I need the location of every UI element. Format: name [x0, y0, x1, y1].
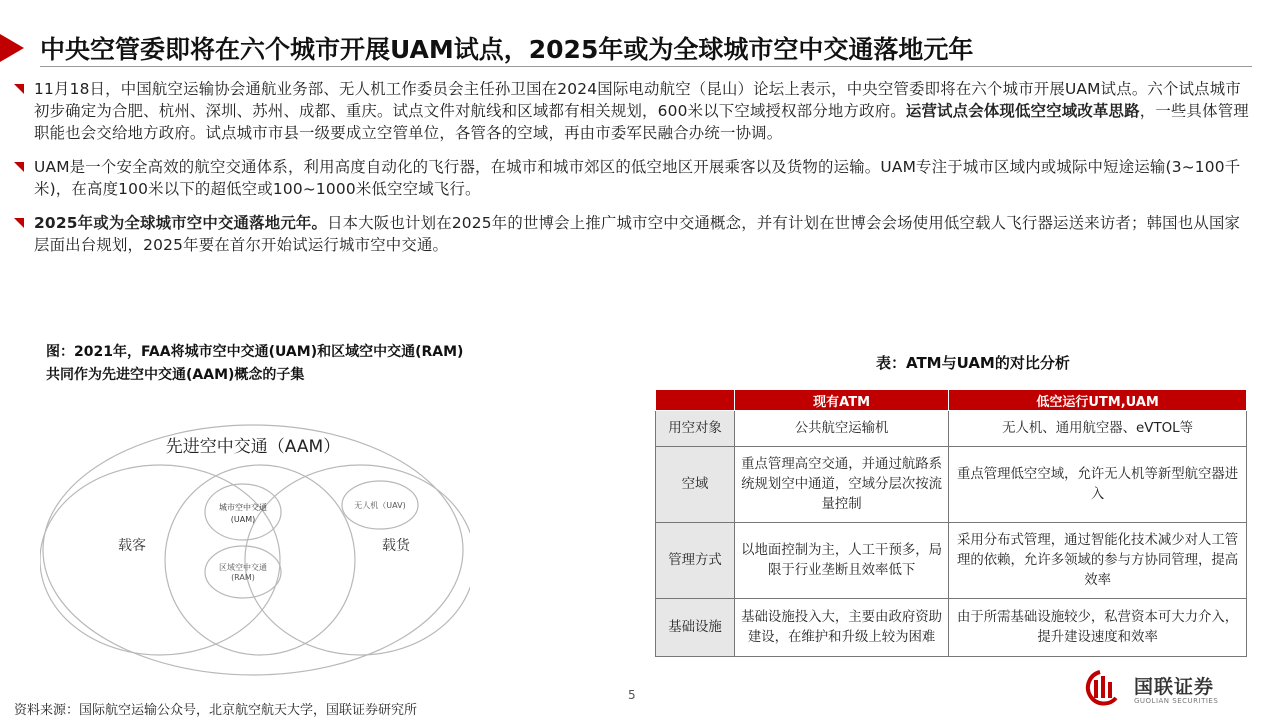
bullet-text: 日本大阪也计划在2025年的世博会上推广城市空中交通概念，并有计划在世博会会场使用低空载人飞行器运送来访者；韩国也从国家层面出台规划，2025年要在首尔开始试运行城市空中交通。	[34, 214, 1241, 254]
bullet-bold-text: 运营试点会体现低空空域改革思路	[905, 102, 1140, 120]
uam-ellipse	[205, 484, 281, 540]
table-row	[656, 411, 1247, 447]
title-bar	[0, 28, 1280, 68]
bullet-text: UAM是一个安全高效的航空交通体系，利用高度自动化的飞行器，在城市和城市郊区的低空地区开展乘客以及货物的运输。UAM专注于城市区域内或城际中短途运输(3~100千米)，在高度100米以下的超低空或100~1000米低空空域飞行。	[34, 158, 1241, 198]
aam-venn-diagram	[40, 410, 470, 690]
aam-label: 先进空中交通（AAM）	[165, 437, 341, 457]
table-cell: 公共航空运输机	[735, 411, 949, 447]
bullet-item	[14, 156, 1254, 200]
page-title: 中央空管委即将在六个城市开展UAM试点，2025年或为全球城市空中交通落地元年	[40, 35, 974, 64]
figure-caption-line: 图：2021年，FAA将城市空中交通(UAM)和区域空中交通(RAM)	[46, 344, 464, 360]
table-row	[656, 447, 1247, 523]
logo-text: 国联证券	[1134, 676, 1215, 698]
bullet-marker-icon	[14, 218, 24, 228]
table-cell: 由于所需基础设施较少，私营资本可大力介入，提升建设速度和效率	[949, 599, 1247, 657]
passenger-label: 载客	[118, 538, 146, 554]
table-header-row	[656, 390, 1247, 411]
table-cell: 以地面控制为主，人工干预多，局限于行业垄断且效率低下	[735, 523, 949, 599]
cargo-label: 载货	[382, 538, 410, 554]
logo-subtext: GUOLIAN SECURITIES	[1134, 697, 1219, 705]
uam-label-line1: 城市空中交通	[219, 503, 267, 512]
bullet-list	[14, 78, 1254, 268]
comparison-table	[655, 389, 1247, 657]
table-caption: 表：ATM与UAM的对比分析	[876, 354, 1070, 372]
figure-caption-line: 共同作为先进空中交通(AAM)概念的子集	[46, 367, 305, 383]
table-cell: 重点管理高空交通，并通过航路系统规划空中通道，空域分层次按流量控制	[735, 447, 949, 523]
row-header-cell: 基础设施	[656, 599, 735, 657]
ram-label-line1: 区域空中交通	[219, 563, 267, 572]
cargo-circle	[165, 465, 355, 655]
source-note: 资料来源：国际航空运输公众号，北京航空航天大学，国联证券研究所	[14, 703, 418, 718]
uam-label-line2: (UAM)	[230, 515, 256, 524]
ram-ellipse	[205, 546, 281, 598]
bullet-item	[14, 78, 1254, 144]
freight-ellipse	[245, 465, 470, 655]
table-cell: 无人机、通用航空器、eVTOL等	[949, 411, 1247, 447]
bullet-marker-icon	[14, 84, 24, 94]
row-header-cell: 空域	[656, 447, 735, 523]
bullet-item	[14, 212, 1254, 256]
table-row	[656, 523, 1247, 599]
bullet-text: ，一些具体管理职能也会交给地方政府。试点城市市县一级要成立空管单位，各管各的空域，再由市委军民融合办统一协调。	[34, 102, 1249, 142]
title-marker-icon	[0, 34, 24, 62]
ram-label-line2: (RAM)	[231, 573, 255, 582]
table-row	[656, 599, 1247, 657]
page-number: 5	[628, 688, 636, 702]
table-cell: 基础设施投入大，主要由政府资助建设，在维护和升级上较为困难	[735, 599, 949, 657]
table-cell: 重点管理低空空域，允许无人机等新型航空器进入	[949, 447, 1247, 523]
table-corner-cell	[656, 390, 735, 411]
bullet-bold-text: 2025年或为全球城市空中交通落地元年。	[34, 214, 328, 232]
row-header-cell: 管理方式	[656, 523, 735, 599]
bullet-text: 11月18日，中国航空运输协会通航业务部、无人机工作委员会主任孙卫国在2024国际电动航空（昆山）论坛上表示，中央空管委即将在六个城市开展UAM试点。六个试点城市初步确定为合肥、杭州、深圳、苏州、成都、重庆。试点文件对航线和区域都有相关规划，600米以下空域授权部分地方政府。	[34, 80, 1241, 120]
uav-label: 无人机（UAV)	[354, 501, 406, 510]
table-cell: 采用分布式管理，通过智能化技术减少对人工管理的依赖，允许多领域的参与方协同管理，提高效率	[949, 523, 1247, 599]
column-header-utm-uam: 低空运行UTM,UAM	[949, 390, 1247, 411]
figure-caption	[46, 341, 546, 387]
column-header-atm: 现有ATM	[735, 390, 949, 411]
bullet-marker-icon	[14, 162, 24, 172]
row-header-cell: 用空对象	[656, 411, 735, 447]
title-divider	[40, 66, 1252, 67]
passenger-ellipse	[40, 465, 280, 655]
